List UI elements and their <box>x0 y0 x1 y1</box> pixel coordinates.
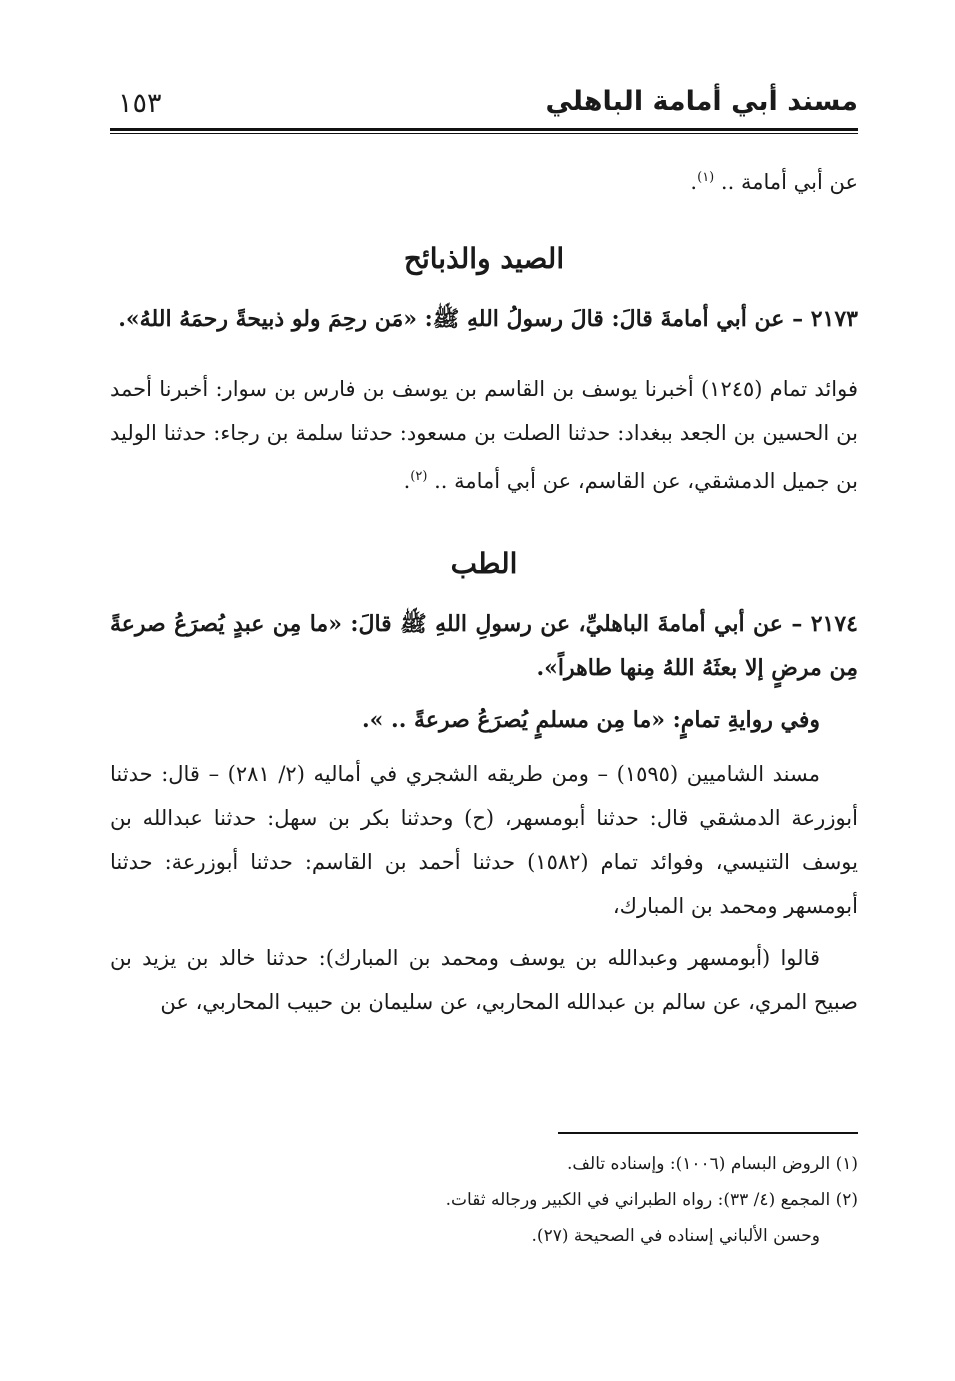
footnote-2-cont: وحسن الألباني إسناده في الصحيحة (٢٧). <box>531 1226 820 1246</box>
section-heading-medicine: الطب <box>450 547 518 580</box>
riwaya-tamam: وفي روايةِ تمامٍ: «ما مِن مسلمٍ يُصرَعُ صرعةً .. ». <box>361 707 820 733</box>
hadith-2174: ٢١٧٤ – عن أبي أمامةَ الباهليِّ، عن رسولِ اللهِ ﷺ قالَ: «ما مِن عبدٍ يُصرَعُ صرعةً مِن مرضٍ إلا بعثَهُ اللهُ مِنها طاهراً». <box>110 611 858 681</box>
footnote-separator <box>558 1132 858 1134</box>
page-number: ١٥٣ <box>118 88 162 119</box>
continuation-end: . <box>690 170 698 194</box>
continuation-text: عن أبي أمامة .. <box>714 170 858 194</box>
takhrij-2174-a: مسند الشاميين (١٥٩٥) – ومن طريقه الشجري في أماليه (٢/ ٢٨١) – قال: حدثنا أبوزرعة الدمشقي قال: حدثنا أبومسهر، (ح) وحدثنا بكر بن سهل: حدثنا عبدالله بن يوسف التنيسي، وفوائد تمام (١٥٨٢) حدثنا أحمد بن القاسم: حدثنا أبوزرعة: حدثنا أبومسهر ومحمد بن المبارك، <box>110 762 858 918</box>
book-page <box>110 84 858 1344</box>
footnote-2: (٢) المجمع (٤/ ٣٣): رواه الطبراني في الكبير ورجاله ثقات. <box>445 1190 858 1210</box>
hadith-2173: ٢١٧٣ – عن أبي أمامةَ قالَ: قالَ رسولُ اللهِ ﷺ: «مَن رحِمَ ولو ذبيحةً رحمَهُ اللهُ». <box>118 306 858 332</box>
continuation-line <box>110 156 858 204</box>
takhrij-2173-end: . <box>403 469 411 493</box>
footnote-1: (١) الروض البسام (١٠٠٦): وإسناده تالف. <box>567 1154 858 1174</box>
footnote-ref-2: (٢) <box>410 469 428 484</box>
takhrij-2173-text: فوائد تمام (١٢٤٥) أخبرنا يوسف بن القاسم بن يوسف بن فارس بن سوار: أخبرنا أحمد بن الحسين بن الجعد ببغداد: حدثنا الصلت بن مسعود: حدثنا سلمة بن رجاء: حدثنا الوليد بن جميل الدمشقي، عن القاسم، عن أبي أمامة .. <box>110 377 858 493</box>
footnotes <box>110 1146 858 1254</box>
header-rule <box>110 128 858 134</box>
footnote-ref-1: (١) <box>697 170 715 185</box>
section-heading-hunting: الصيد والذبائح <box>403 242 565 275</box>
running-title: مسند أبي أمامة الباهلي <box>545 86 858 117</box>
page-header <box>110 84 858 132</box>
takhrij-2173 <box>110 367 858 503</box>
takhrij-2174-b: قالوا (أبومسهر وعبدالله بن يوسف ومحمد بن المبارك): حدثنا خالد بن يزيد بن صبيح المري، عن سالم بن عبدالله المحاربي، عن سليمان بن حبيب المحاربي، عن <box>110 946 858 1014</box>
